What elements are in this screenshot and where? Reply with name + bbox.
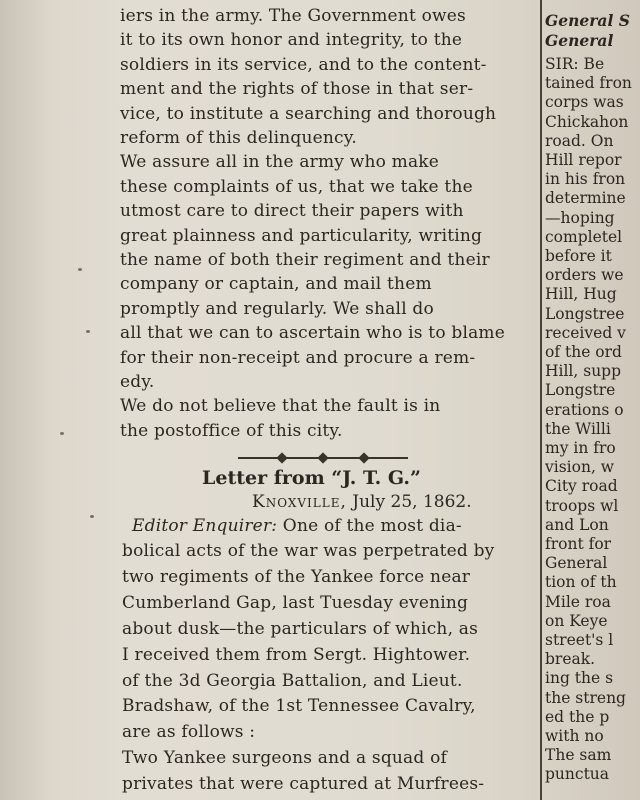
right-column-line: my in fro xyxy=(545,439,616,457)
paper-speck xyxy=(90,515,94,518)
text-line: Cumberland Gap, last Tuesday evening xyxy=(122,592,469,613)
right-column-line: on Keye xyxy=(545,611,608,630)
right-column-line: the Willi xyxy=(545,419,611,438)
right-column-line: City road xyxy=(545,477,618,496)
text-line: ment and the rights of those in that ser- xyxy=(120,79,474,100)
right-column-line: tained fron xyxy=(545,74,632,93)
text-line: reform of this delinquency. xyxy=(120,128,357,148)
right-column-line: of the ord xyxy=(545,343,622,361)
right-column-line: ed the p xyxy=(545,707,610,726)
text-line: General xyxy=(545,31,614,50)
right-column-line: street's l xyxy=(545,631,614,649)
right-column-line: received v xyxy=(545,323,626,342)
text-line: two regiments of the Yankee force near xyxy=(122,566,471,587)
right-column-line: General xyxy=(545,554,608,573)
text-line: iers in the army. The Government owes xyxy=(120,6,466,26)
text-line: We assure all in the army who make xyxy=(120,152,440,173)
right-column-line: corps was xyxy=(545,93,624,112)
text-line: privates that were captured at Murfrees- xyxy=(122,774,485,795)
right-column-line: Hill, Hug xyxy=(545,285,617,304)
text-line: utmost care to direct their papers with xyxy=(120,201,464,222)
text-line: about dusk—the particulars of which, as xyxy=(122,618,479,639)
text-line: I received them from Sergt. Hightower. xyxy=(122,644,471,665)
text-line: We do not believe that the fault is in xyxy=(120,396,441,417)
right-column-line: troops wl xyxy=(545,496,619,515)
main-column xyxy=(110,0,538,800)
text-line: company or captain, and mail them xyxy=(120,274,432,295)
right-column-line: Longstree xyxy=(545,304,625,323)
right-column-line: with no xyxy=(545,727,604,745)
text-line: Two Yankee surgeons and a squad of xyxy=(122,748,448,769)
text-line: these complaints of us, that we take the xyxy=(120,176,473,197)
dateline-place: Knoxville, xyxy=(252,492,347,512)
right-column-line: Longstre xyxy=(545,381,616,400)
text-line: the name of both their regiment and their xyxy=(120,250,490,270)
text-line: bolical acts of the war was perpetrated by xyxy=(122,541,495,561)
right-column-line: punctua xyxy=(545,765,610,784)
right-column-line: The sam xyxy=(545,746,612,765)
right-column-line: the streng xyxy=(545,688,626,707)
right-column-line: in his fron xyxy=(545,170,626,189)
right-column-line: and Lon xyxy=(545,515,609,534)
letter-first-line xyxy=(132,514,462,538)
right-column-line: road. On xyxy=(545,131,614,150)
right-column-line: tion of th xyxy=(545,573,617,592)
right-column-line: —hoping xyxy=(545,208,615,227)
right-column xyxy=(545,0,640,800)
right-column-line: Mile roa xyxy=(545,592,611,611)
column-rule xyxy=(540,0,542,800)
right-column-line: before it xyxy=(545,247,612,265)
text-line: for their non-receipt and procure a rem- xyxy=(120,347,476,368)
text-line: edy. xyxy=(120,372,155,392)
right-column-line: vision, w xyxy=(545,458,615,477)
letter-heading: Letter from “J. T. G.” xyxy=(202,467,421,489)
text-line: the postoffice of this city. xyxy=(120,420,343,441)
right-column-line: Hill repor xyxy=(545,151,622,169)
text-line: it to its own honor and integrity, to the xyxy=(120,30,463,51)
text-line: are as follows : xyxy=(122,722,256,743)
paper-speck xyxy=(86,330,90,333)
right-column-line: front for xyxy=(545,535,612,553)
right-column-line: Hill, supp xyxy=(545,362,622,381)
right-column-line: determine xyxy=(545,189,626,208)
text-line: vice, to institute a searching and thorough xyxy=(120,103,497,124)
letter-salutation: Editor Enquirer: xyxy=(132,516,278,536)
right-column-line: orders we xyxy=(545,266,624,285)
letter-first-line-text: One of the most dia- xyxy=(277,516,462,536)
text-line: all that we can to ascertain who is to blame xyxy=(120,323,505,344)
right-column-line: SIR: Be xyxy=(545,55,605,73)
paper-speck xyxy=(60,432,64,435)
text-line: General S xyxy=(545,11,630,30)
right-column-line: break. xyxy=(545,650,596,669)
paper-speck xyxy=(78,268,82,271)
right-column-line: erations o xyxy=(545,400,624,419)
text-line: great plainness and particularity, writing xyxy=(120,225,483,246)
text-line: soldiers in its service, and to the content- xyxy=(120,54,487,75)
text-line: of the 3d Georgia Battalion, and Lieut. xyxy=(122,670,463,691)
text-line: promptly and regularly. We shall do xyxy=(120,298,434,319)
letter-dateline xyxy=(252,490,472,514)
text-line: Bradshaw, of the 1st Tennessee Cavalry, xyxy=(122,696,476,717)
right-column-line: ing the s xyxy=(545,669,614,688)
section-divider-ornament xyxy=(238,454,408,462)
right-column-line: completel xyxy=(545,227,623,246)
right-column-line: Chickahon xyxy=(545,112,629,131)
dateline-date: July 25, 1862. xyxy=(352,492,472,512)
